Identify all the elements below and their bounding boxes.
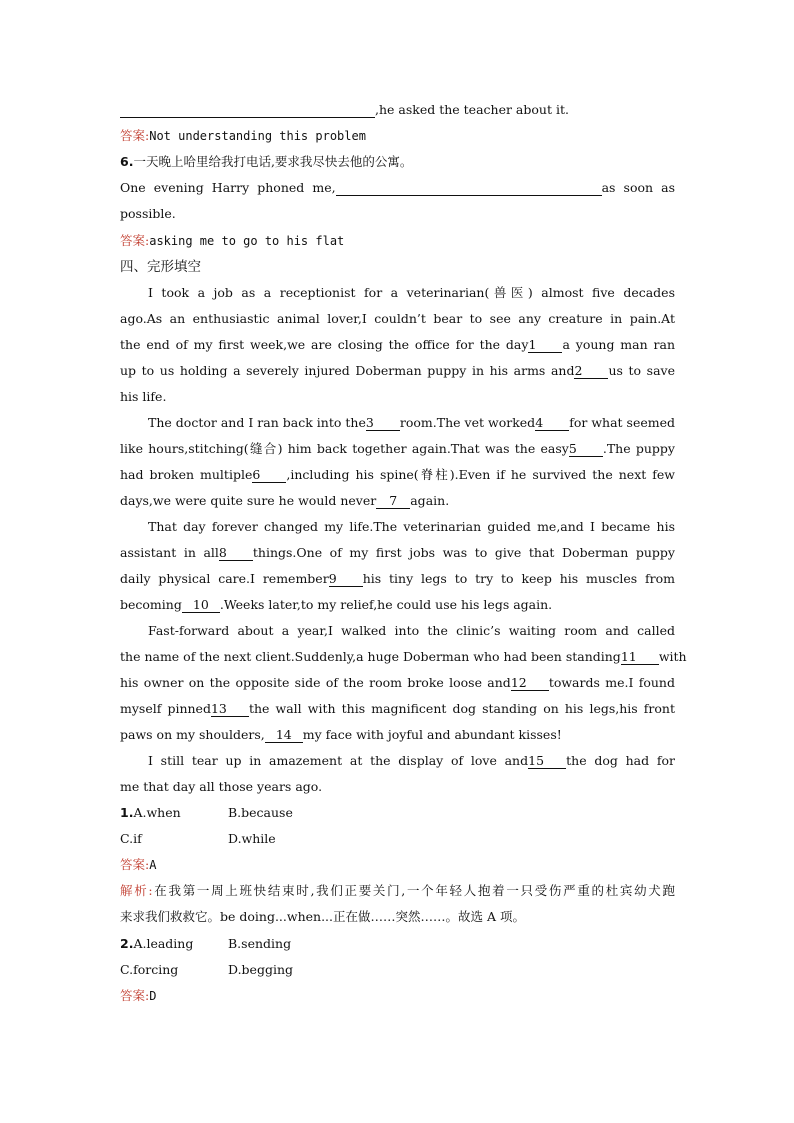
p2-line [120, 466, 675, 484]
section-title-text: 四、完形填空 [120, 259, 201, 275]
option-b: B.sending [228, 936, 292, 951]
q5-rest: ,he asked the teacher about it. [375, 102, 569, 117]
p1-text: up to us holding a severely injured Doberman puppy in his arms and [120, 363, 575, 378]
p5-text: the dog had for [566, 753, 675, 768]
q6-prompt [120, 153, 675, 171]
answer-text: Not understanding this problem [149, 129, 366, 143]
blank-15: 15 [528, 753, 566, 769]
p2-line [120, 440, 675, 458]
answer-text: D [149, 989, 157, 1003]
blank-6: 6 [252, 467, 286, 483]
p4-text: the name of the next client.Suddenly,a huge Doberman who had been standing [120, 649, 621, 664]
blank-7: 7 [376, 493, 410, 509]
blank-13: 13 [211, 701, 249, 717]
p4-text: Fast-forward about a year,I walked into the clinic’s waiting room and called [148, 623, 675, 638]
item1-analysis [120, 882, 675, 900]
p1-text: his life. [120, 389, 167, 404]
p5-line [148, 752, 675, 770]
p3-text: .Weeks later,to my relief,he could use his legs again. [219, 597, 553, 612]
p1-line [120, 336, 675, 354]
p1-line [120, 388, 675, 406]
q5-line [120, 101, 675, 119]
blank-14: 14 [265, 727, 303, 743]
p4-line [120, 674, 675, 692]
analysis-text: 在我第一周上班快结束时,我们正要关门,一个年轻人抱着一只受伤严重的杜宾幼犬跑 [152, 883, 675, 898]
p2-text: .The puppy [602, 441, 675, 456]
p3-text: daily physical care.I remember [120, 571, 329, 586]
p1-text: a young man ran [562, 337, 676, 352]
blank-8: 8 [219, 545, 253, 561]
option-a: A.when [133, 805, 181, 820]
p2-text: like hours,stitching(缝合) him back together again.That was the easy [120, 441, 569, 456]
p3-line [120, 544, 675, 562]
option-d: D.while [228, 831, 276, 846]
p1-text: the end of my first week,we are closing the office for the day [120, 337, 529, 352]
option-c: C.forcing [120, 962, 179, 977]
p2-text: again. [410, 493, 450, 508]
answer-label: 答案: [120, 128, 150, 143]
p2-line [148, 414, 675, 432]
p3-line [120, 570, 675, 588]
item1-options-row2 [120, 830, 675, 848]
blank-5: 5 [569, 441, 603, 457]
blank-3: 3 [366, 415, 400, 431]
p4-text: with [658, 649, 687, 664]
p3-text: becoming [120, 597, 182, 612]
answer-label: 答案: [120, 857, 150, 872]
p3-text: assistant in all [120, 545, 219, 560]
q6-line1 [120, 179, 675, 197]
p2-line [120, 492, 675, 510]
blank-4: 4 [535, 415, 569, 431]
p4-line [120, 648, 687, 666]
q6-text-cont: possible. [120, 206, 176, 221]
blank-1: 1 [528, 337, 562, 353]
item1-answer [120, 856, 675, 874]
blank-2: 2 [574, 363, 608, 379]
q6-text-end: as soon as [601, 180, 675, 195]
item2-options-row2 [120, 961, 675, 979]
q6-text-start: One evening Harry phoned me, [120, 180, 336, 195]
blank-9: 9 [329, 571, 363, 587]
option-a: A.leading [133, 936, 194, 951]
p1-text: us to save [608, 363, 675, 378]
section-title [120, 258, 675, 276]
option-b: B.because [228, 805, 293, 820]
p3-line [120, 596, 675, 614]
blank-11: 11 [621, 649, 659, 665]
p4-text: his owner on the opposite side of the room broke loose and [120, 675, 511, 690]
p5-line [120, 778, 675, 796]
option-d: D.begging [228, 962, 294, 977]
blank-12: 12 [511, 675, 549, 691]
p4-text: towards me.I found [548, 675, 675, 690]
p2-text: room.The vet worked [399, 415, 536, 430]
p4-line [120, 700, 675, 718]
blank-10: 10 [182, 597, 220, 613]
p3-line [148, 518, 675, 536]
p2-text: The doctor and I ran back into the [148, 415, 366, 430]
q5-blank [120, 102, 375, 118]
analysis-text: 来求我们救救它。be doing...when...正在做……突然……。故选 A 项。 [120, 909, 525, 924]
item1-analysis-cont [120, 908, 675, 926]
answer-text: asking me to go to his flat [149, 234, 345, 248]
p1-line [120, 362, 675, 380]
q6-line2 [120, 205, 675, 223]
item2-answer [120, 987, 675, 1005]
p4-text: the wall with this magnificent dog standing on his legs,his front [248, 701, 675, 716]
p5-text: I still tear up in amazement at the display of love and [148, 753, 529, 768]
p2-text: for what seemed [569, 415, 676, 430]
item2-options-row1 [120, 935, 675, 953]
q6-blank [336, 180, 602, 196]
p1-text: I took a job as a receptionist for a veterinarian(兽医) almost five decades [148, 285, 675, 300]
p4-text: myself pinned [120, 701, 211, 716]
question-number: 2. [120, 936, 134, 951]
answer-label: 答案: [120, 988, 150, 1003]
p3-text: his tiny legs to try to keep his muscles from [362, 571, 675, 586]
p4-text: paws on my shoulders, [120, 727, 265, 742]
p2-text: ,including his spine(脊柱).Even if he survived the next few [286, 467, 675, 482]
item1-options-row1 [120, 804, 675, 822]
answer-text: A [149, 858, 157, 872]
question-number: 1. [120, 805, 134, 820]
p3-text: That day forever changed my life.The veterinarian guided me,and I became his [148, 519, 675, 534]
question-number: 6. [120, 154, 134, 169]
q5-answer [120, 127, 675, 145]
answer-label: 答案: [120, 233, 150, 248]
p4-text: my face with joyful and abundant kisses! [302, 727, 562, 742]
p3-text: things.One of my first jobs was to give that Doberman puppy [252, 545, 675, 560]
p1-text: ago.As an enthusiastic animal lover,I couldn’t bear to see any creature in pain.At [120, 311, 675, 326]
option-c: C.if [120, 831, 142, 846]
p5-text: me that day all those years ago. [120, 779, 323, 794]
p4-line [120, 726, 675, 744]
p1-line [120, 310, 675, 328]
q6-answer [120, 232, 675, 250]
p1-line [148, 284, 675, 302]
p2-text: days,we were quite sure he would never [120, 493, 377, 508]
analysis-label: 解析: [120, 883, 153, 898]
question-prompt: 一天晚上哈里给我打电话,要求我尽快去他的公寓。 [133, 154, 413, 169]
p2-text: had broken multiple [120, 467, 253, 482]
p4-line [148, 622, 675, 640]
